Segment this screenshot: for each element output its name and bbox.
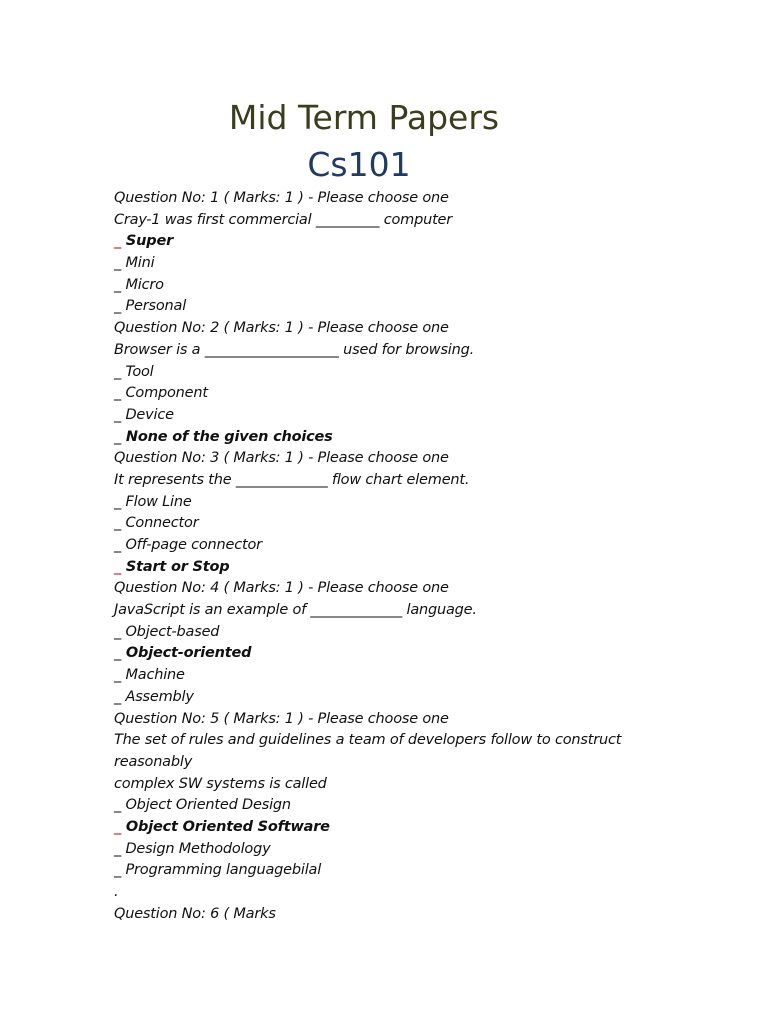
- option-marker: _: [114, 493, 122, 510]
- line-text: Question No: 4 ( Marks: 1 ) - Please choose one: [114, 580, 449, 597]
- answer-option: [114, 405, 654, 427]
- line-text: Off-page connector: [121, 537, 262, 553]
- line-text: It represents the _____________ flow chart element.: [114, 471, 470, 488]
- question-stem: [114, 752, 654, 774]
- answer-option-correct: [114, 231, 654, 253]
- answer-option: [114, 860, 654, 882]
- line-text: None of the given choices: [121, 428, 333, 445]
- line-text: Micro: [121, 276, 164, 293]
- line-text: .: [114, 884, 119, 900]
- answer-option: [114, 687, 654, 709]
- answer-option: [114, 665, 654, 687]
- option-marker: _: [114, 363, 122, 380]
- question-stem: [114, 470, 654, 492]
- course-code: Cs101: [307, 145, 411, 184]
- line-text: Browser is a ___________________ used for browsing.: [114, 341, 475, 358]
- line-text: Super: [121, 233, 174, 250]
- line-text: Object Oriented Software: [121, 818, 330, 835]
- line-text: Mini: [121, 255, 155, 272]
- line-text: Question No: 3 ( Marks: 1 ) - Please choose one: [114, 450, 449, 467]
- question-header: [114, 318, 654, 340]
- line-text: The set of rules and guidelines a team of developers follow to construct: [114, 732, 622, 749]
- line-text: Personal: [121, 298, 187, 315]
- line-text: Assembly: [121, 688, 194, 705]
- option-marker: _: [114, 537, 122, 553]
- answer-option: [114, 622, 654, 644]
- line-text: reasonably: [114, 753, 193, 770]
- option-marker: _: [114, 862, 122, 879]
- line-text: complex SW systems is called: [114, 775, 327, 792]
- line-text: Flow Line: [121, 493, 192, 510]
- line-text: Cray-1 was first commercial _________ computer: [114, 211, 453, 228]
- option-marker: _: [114, 255, 122, 272]
- question-stem: [114, 210, 654, 232]
- answer-option: [114, 275, 654, 297]
- option-marker: _: [114, 233, 122, 250]
- answer-option-correct: [114, 557, 654, 579]
- line-text: Object Oriented Design: [121, 797, 291, 814]
- question-stem: [114, 774, 654, 796]
- option-marker: _: [114, 645, 122, 662]
- answer-option: [114, 839, 654, 861]
- answer-option-correct: [114, 427, 654, 449]
- answer-option: [114, 296, 654, 318]
- line-text: Question No: 6 ( Marks: [114, 905, 276, 922]
- line-text: Design Methodology: [121, 840, 271, 857]
- question-stem: [114, 882, 654, 904]
- answer-option-correct: [114, 817, 654, 839]
- option-marker: _: [114, 276, 122, 293]
- question-stem: [114, 340, 654, 362]
- answer-option-correct: [114, 643, 654, 665]
- answer-option: [114, 362, 654, 384]
- option-marker: _: [114, 428, 122, 445]
- option-marker: _: [114, 840, 122, 857]
- option-marker: _: [114, 406, 122, 423]
- option-marker: _: [114, 515, 122, 532]
- line-text: Programming languagebilal: [121, 862, 322, 879]
- line-text: Connector: [121, 515, 199, 532]
- question-stem: [114, 600, 654, 622]
- option-marker: _: [114, 797, 122, 814]
- question-header: [114, 904, 654, 926]
- question-header: [114, 188, 654, 210]
- line-text: Component: [121, 385, 208, 402]
- option-marker: _: [114, 818, 122, 835]
- answer-option: [114, 795, 654, 817]
- answer-option: [114, 253, 654, 275]
- line-text: Object-oriented: [121, 645, 252, 662]
- line-text: Object-based: [121, 623, 220, 640]
- line-text: Machine: [121, 667, 185, 684]
- option-marker: _: [114, 667, 122, 684]
- question-header: [114, 709, 654, 731]
- question-header: [114, 578, 654, 600]
- question-header: [114, 448, 654, 470]
- question-list: [114, 188, 654, 925]
- answer-option: [114, 535, 654, 557]
- line-text: Device: [121, 406, 174, 423]
- line-text: Start or Stop: [121, 558, 230, 575]
- option-marker: _: [114, 558, 122, 575]
- answer-option: [114, 492, 654, 514]
- line-text: JavaScript is an example of _____________ language.: [114, 602, 477, 619]
- line-text: Question No: 1 ( Marks: 1 ) - Please choose one: [114, 190, 449, 206]
- line-text: Question No: 5 ( Marks: 1 ) - Please choose one: [114, 710, 449, 727]
- option-marker: _: [114, 688, 122, 705]
- option-marker: _: [114, 385, 122, 402]
- answer-option: [114, 383, 654, 405]
- line-text: Tool: [121, 363, 154, 380]
- option-marker: _: [114, 623, 122, 640]
- option-marker: _: [114, 298, 122, 315]
- page-title: Mid Term Papers: [228, 98, 500, 137]
- answer-option: [114, 513, 654, 535]
- line-text: Question No: 2 ( Marks: 1 ) - Please choose one: [114, 320, 449, 337]
- question-stem: [114, 730, 654, 752]
